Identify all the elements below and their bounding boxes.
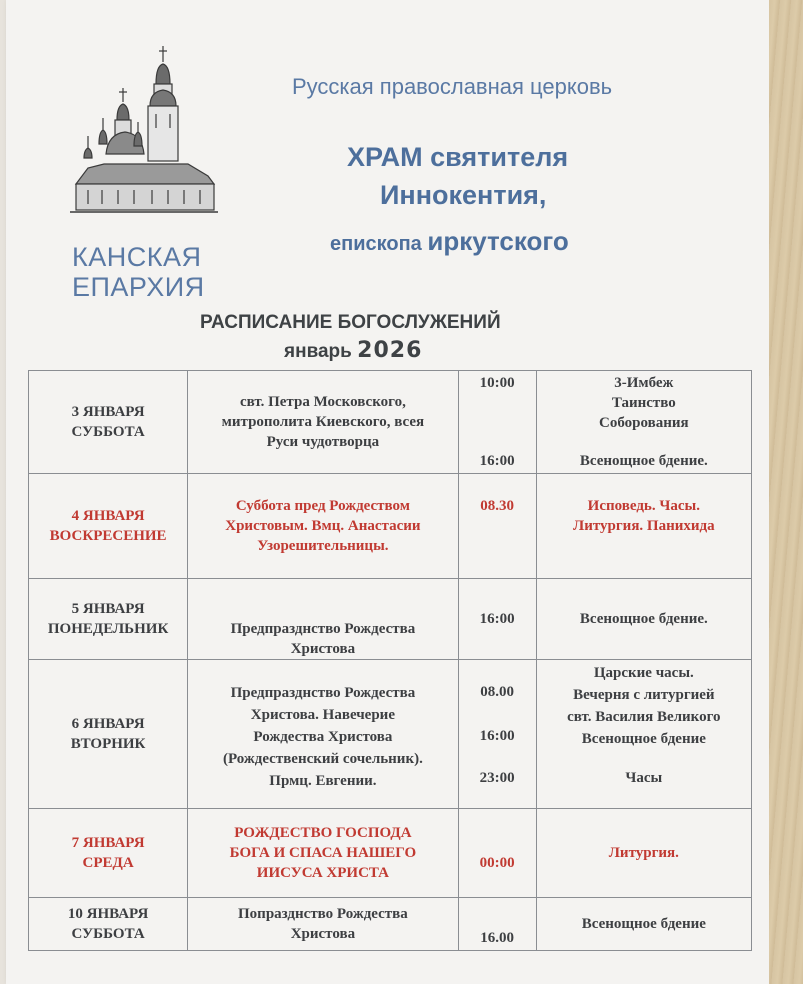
time-cell: [458, 371, 536, 474]
date-cell: [29, 579, 188, 660]
temple-name-line-1: ХРАМ святителя: [347, 142, 569, 172]
service-cell: [536, 660, 751, 809]
service-line: 3-Имбеж: [614, 375, 674, 391]
time: 23:00: [479, 770, 515, 786]
desc-line: Узорешительницы.: [257, 538, 389, 554]
time: 08.00: [480, 684, 514, 700]
wooden-background: [769, 0, 803, 984]
date-cell: [29, 660, 188, 809]
diocese-name: [72, 242, 205, 302]
date: 3 ЯНВАРЯ: [71, 404, 145, 420]
date-cell: [29, 371, 188, 474]
description-cell: [188, 660, 458, 809]
time: 10:00: [479, 375, 515, 391]
weekday: ВОСКРЕСЕНИЕ: [49, 528, 167, 544]
service-cell: [536, 371, 751, 474]
date: 6 ЯНВАРЯ: [71, 716, 145, 732]
date-cell: [29, 809, 188, 898]
service-cell: [536, 898, 751, 951]
description-cell: [188, 579, 458, 660]
time: 16:00: [479, 728, 515, 744]
desc-line: БОГА И СПАСА НАШЕГО: [229, 845, 417, 861]
date: 7 ЯНВАРЯ: [71, 835, 145, 851]
service-cell: [536, 809, 751, 898]
schedule-month: [284, 338, 422, 363]
time: 00:00: [479, 855, 515, 871]
time: 08.30: [480, 498, 514, 514]
service-line: свт. Василия Великого: [567, 709, 721, 725]
table-row: [29, 809, 752, 898]
service-line: Таинство: [611, 395, 676, 411]
table-row: [29, 660, 752, 809]
desc-line: Попразднство Рождества: [238, 906, 408, 922]
temple-line-3-small: епископа: [330, 233, 422, 255]
desc-line: Суббота пред Рождеством: [235, 498, 410, 514]
temple-name-line-2: Иннокентия,: [380, 180, 547, 210]
weekday: СРЕДА: [82, 855, 134, 871]
table-row: [29, 474, 752, 579]
service-cell: [536, 474, 751, 579]
desc-line: (Рождественский сочельник).: [222, 751, 423, 767]
desc-line: митрополита Киевского, всея: [221, 414, 425, 430]
service-line: Всенощное бдение.: [579, 453, 708, 469]
desc-line: Руси чудотворца: [266, 434, 380, 450]
table-row: [29, 371, 752, 474]
service-line: Исповедь. Часы.: [587, 498, 700, 514]
date-cell: [29, 474, 188, 579]
date: 4 ЯНВАРЯ: [71, 508, 145, 524]
weekday: СУББОТА: [71, 424, 145, 440]
diocese-line-1: КАНСКАЯ: [72, 242, 202, 272]
date: 5 ЯНВАРЯ: [71, 601, 145, 617]
desc-line: свт. Петра Московского,: [239, 394, 406, 410]
desc-line: Рождества Христова: [253, 729, 393, 745]
desc-line: РОЖДЕСТВО ГОСПОДА: [234, 825, 412, 841]
church-organization: Русская православная церковь: [292, 74, 613, 99]
service-line: Всенощное бдение: [581, 731, 706, 747]
table-row: [29, 898, 752, 951]
year: 2026: [357, 338, 423, 363]
desc-line: ИИСУСА ХРИСТА: [256, 865, 390, 881]
service-line: Всенощное бдение.: [579, 611, 708, 627]
desc-line: Прмц. Евгении.: [269, 773, 377, 789]
description-cell: [188, 809, 458, 898]
diocese-line-2: ЕПАРХИЯ: [72, 272, 205, 302]
weekday: СУББОТА: [71, 926, 145, 942]
date: 10 ЯНВАРЯ: [67, 906, 149, 922]
schedule-table: [28, 370, 752, 951]
desc-line: Христова. Навечерие: [250, 707, 395, 723]
description-cell: [188, 898, 458, 951]
schedule-title: РАСПИСАНИЕ БОГОСЛУЖЕНИЙ: [200, 312, 501, 333]
time: 16:00: [479, 453, 515, 469]
time-cell: [458, 474, 536, 579]
service-cell: [536, 579, 751, 660]
service-line: Соборования: [599, 415, 689, 431]
time-cell: [458, 898, 536, 951]
time-cell: [458, 660, 536, 809]
time: 16:00: [479, 611, 515, 627]
temple-line-3-big: иркутского: [427, 226, 569, 256]
service-line: Часы: [625, 770, 663, 786]
desc-line: Предпразднство Рождества: [230, 685, 416, 701]
service-line: Всенощное бдение: [581, 916, 706, 932]
description-cell: [188, 371, 458, 474]
time-cell: [458, 809, 536, 898]
time: 16.00: [480, 930, 514, 946]
time-cell: [458, 579, 536, 660]
service-line: Царские часы.: [593, 665, 694, 681]
service-line: Литургия.: [608, 845, 679, 861]
desc-line: Предпразднство Рождества: [230, 621, 416, 637]
date-cell: [29, 898, 188, 951]
service-line: Литургия. Панихида: [573, 518, 715, 534]
weekday: ПОНЕДЕЛЬНИК: [47, 621, 169, 637]
church-illustration: [68, 44, 218, 216]
month-name: январь: [284, 341, 352, 362]
desc-line: Христова: [290, 926, 356, 942]
desc-line: Христовым. Вмц. Анастасии: [225, 518, 421, 534]
table-row: [29, 579, 752, 660]
service-line: Вечерня с литургией: [573, 687, 715, 703]
weekday: ВТОРНИК: [70, 736, 146, 752]
description-cell: [188, 474, 458, 579]
temple-name-line-3: [330, 226, 569, 257]
desc-line: Христова: [290, 641, 356, 657]
